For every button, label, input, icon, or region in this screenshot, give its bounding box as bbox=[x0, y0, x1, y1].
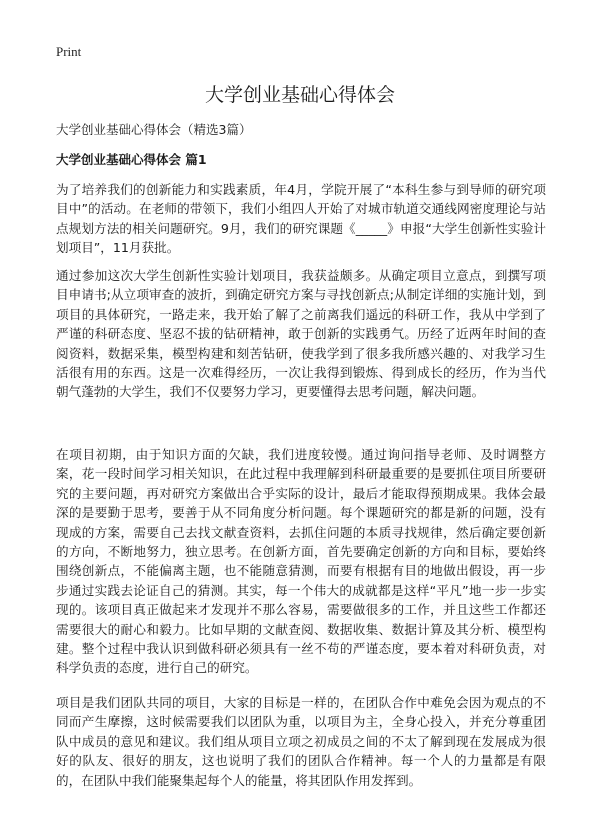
paragraph: 在项目初期，由于知识方面的欠缺，我们进度较慢。通过询问指导老师、及时调整方案，花一段时间学习相关知识，在此过程中我理解到科研最重要的是要抓住项目所要研究的主要问题，再对研究方案做出合乎实际的设计，最后才能取得预期成果。我体会最深的是要勤于思考，要善于从不同角度分析问题。每个课题研究的都是新的问题，没有现成的方案，需要自己去找文献查资料，去抓住问题的本质寻找规律，然后确定要创新的方向，不断地努力，独立思考。在创新方面，首先要确定创新的方向和目标，要始终围绕创新点，不能偏离主题，也不能随意猜测，而要有根据有目的地做出假设，再一步步通过实践去论证自己的猜测。其实，每一个伟大的成就都是这样“平凡”地一步一步实现的。该项目真正做起来才发现并不那么容易，需要做很多的工作，并且这些工作都还需要很大的耐心和毅力。比如早期的文献查阅、数据收集、数据计算及其分析、模型构建。整个过程中我认识到做科研必须具有一丝不苟的严谨态度，要本着对科研负责，对科学负责的态度，进行自己的研究。 bbox=[56, 447, 546, 676]
print-link[interactable]: Print bbox=[56, 44, 82, 59]
paragraph: 通过参加这次大学生创新性实验计划项目，我获益颇多。从确定项目立意点，到撰写项目申请书;从立项审查的波折，到确定研究方案与寻找创新点;从制定详细的实施计划，到项目的具体研究，一路走来，我开始了解了之前离我们遥远的科研工作，我从中学到了严谨的科研态度、坚忍不拔的钻研精神，敢于创新的实践勇气。历经了近两年时间的查阅资料，数据采集，模型构建和刻苦钻研，使我学到了很多我所感兴趣的、对我学习生活很有用的东西。这是一次难得经历，一次让我得到锻炼、得到成长的经历，作为当代朝气蓬勃的大学生，我们不仅要努力学习，更要懂得去思考问题，解决问题。 bbox=[56, 268, 546, 400]
section-heading: 大学创业基础心得体会 篇1 bbox=[56, 152, 207, 167]
paragraph: 为了培养我们的创新能力和实践素质，年4月，学院开展了“本科生参与到导师的研究项目中”的活动。在老师的带领下，我们小组四人开始了对城市轨道交通线网密度理论与站点规划方法的相关问题研究。9月，我们的研究课题《_____》申报“大学生创新性实验计划项目”，11月获批。 bbox=[56, 182, 546, 256]
subtitle: 大学创业基础心得体会（精选3篇） bbox=[56, 122, 252, 137]
page-title: 大学创业基础心得体会 bbox=[204, 84, 395, 106]
paragraph: 项目是我们团队共同的项目，大家的目标是一样的，在团队合作中难免会因为观点的不同而产生摩擦，这时候需要我们以团队为重，以项目为主，全身心投入，并充分尊重团队中成员的意见和建议。我们组从项目立项之初成员之间的不太了解到现在发展成为很好的队友、很好的朋友，这也说明了我们的团队合作精神。每一个人的力量都是有限的，在团队中我们能聚集起每个人的能量，将其团队作用发挥到。 bbox=[56, 695, 546, 788]
